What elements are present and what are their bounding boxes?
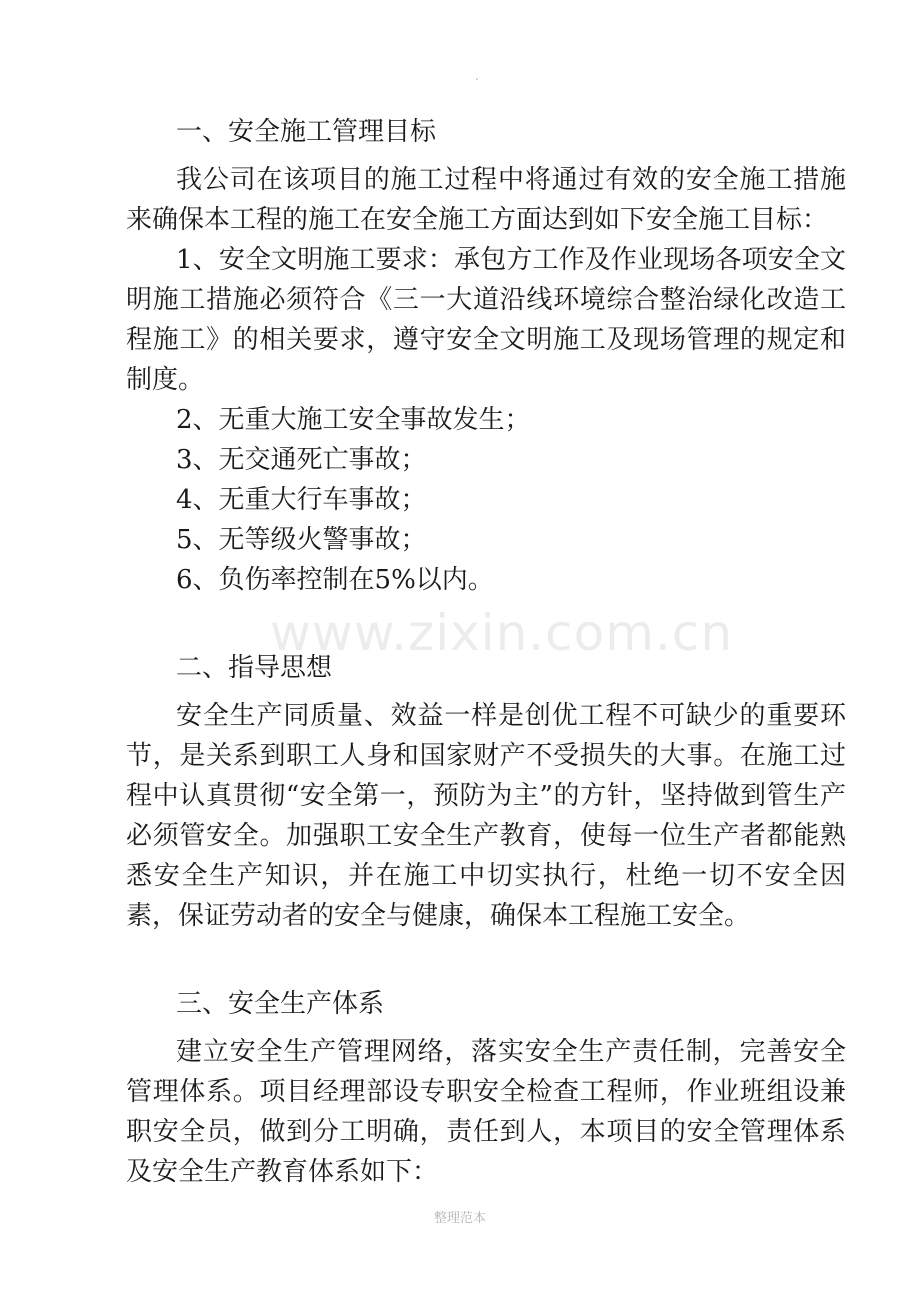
goal-item-6: 6、负伤率控制在5%以内。	[176, 565, 494, 595]
document-page	[126, 112, 846, 1192]
watermark: www.zixin.com.cn	[270, 604, 734, 662]
page-footer: 整理范本	[433, 1211, 486, 1226]
section-2-body: 安全生产同质量、效益一样是创优工程不可缺少的重要环节，是关系到职工人身和国家财产不受损失的大事。在施工过程中认真贯彻“安全第一，预防为主”的方针，坚持做到管生产必须管安全。加强职工安全生产教育，使每一位生产者都能熟悉安全生产知识，并在施工中切实执行，杜绝一切不安全因素，保证劳动者的安全与健康，确保本工程施工安全。	[126, 701, 846, 931]
top-dot	[476, 78, 478, 80]
goal-item-2: 2、无重大施工安全事故发生；	[176, 405, 531, 435]
section-1-intro: 我公司在该项目的施工过程中将通过有效的安全施工措施来确保本工程的施工在安全施工方面达到如下安全施工目标：	[126, 165, 846, 235]
goal-item-5: 5、无等级火警事故；	[176, 525, 427, 555]
section-2-heading: 二、指导思想	[176, 653, 333, 683]
section-3-heading: 三、安全生产体系	[176, 989, 385, 1019]
goal-item-1: 1、安全文明施工要求：承包方工作及作业现场各项安全文明施工措施必须符合《三一大道沿线环境综合整治绿化改造工程施工》的相关要求，遵守安全文明施工及现场管理的规定和制度。	[126, 245, 846, 395]
goal-item-3: 3、无交通死亡事故；	[176, 445, 427, 475]
goal-item-4: 4、无重大行车事故；	[176, 485, 427, 515]
section-3-body: 建立安全生产管理网络，落实安全生产责任制，完善安全管理体系。项目经理部设专职安全检查工程师，作业班组设兼职安全员，做到分工明确，责任到人，本项目的安全管理体系及安全生产教育体系如下：	[126, 1037, 846, 1187]
section-1-heading: 一、安全施工管理目标	[176, 117, 437, 147]
